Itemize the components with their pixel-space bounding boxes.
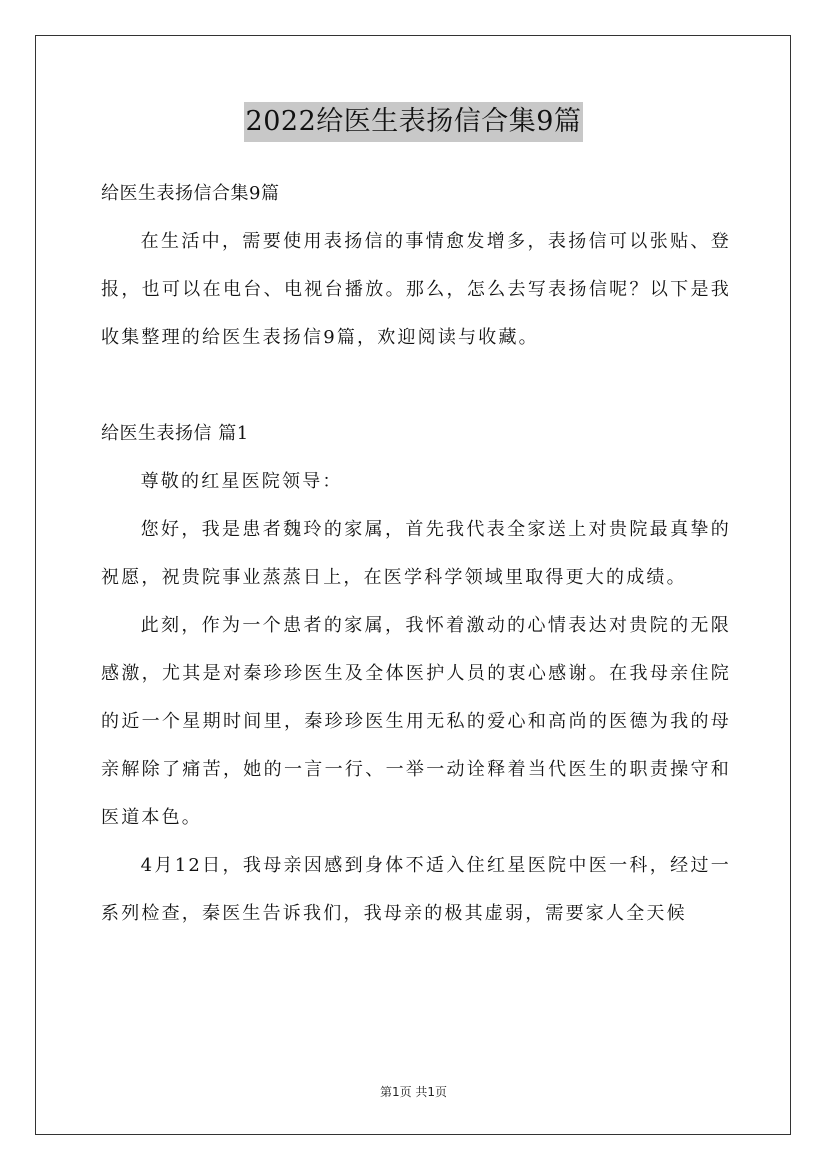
page-footer: 第1页 共1页 — [379, 1085, 448, 1099]
spacer — [101, 362, 731, 410]
document-title — [0, 100, 827, 142]
document-body — [101, 170, 731, 938]
document-title-text: 2022给医生表扬信合集9篇 — [244, 102, 584, 142]
section-heading: 给医生表扬信 篇1 — [101, 423, 249, 444]
intro-paragraph: 在生活中，需要使用表扬信的事情愈发增多，表扬信可以张贴、登报，也可以在电台、电视台播放。那么，怎么去写表扬信呢？以下是我收集整理的给医生表扬信9篇，欢迎阅读与收藏。 — [101, 231, 731, 348]
subtitle: 给医生表扬信合集9篇 — [101, 183, 280, 204]
body-paragraph-1: 您好，我是患者魏玲的家属，首先我代表全家送上对贵院最真挚的祝愿，祝贵院事业蒸蒸日上，在医学科学领域里取得更大的成绩。 — [101, 519, 731, 588]
salutation: 尊敬的红星医院领导： — [140, 471, 343, 492]
body-paragraph-2: 此刻，作为一个患者的家属，我怀着激动的心情表达对贵院的无限感激，尤其是对秦珍珍医生及全体医护人员的衷心感谢。在我母亲住院的近一个星期时间里，秦珍珍医生用无私的爱心和高尚的医德为我的母亲解除了痛苦，她的一言一行、一举一动诠释着当代医生的职责操守和医道本色。 — [101, 615, 731, 828]
body-paragraph-3: 4月12日，我母亲因感到身体不适入住红星医院中医一科，经过一系列检查，秦医生告诉我们，我母亲的极其虚弱，需要家人全天候 — [101, 855, 731, 924]
